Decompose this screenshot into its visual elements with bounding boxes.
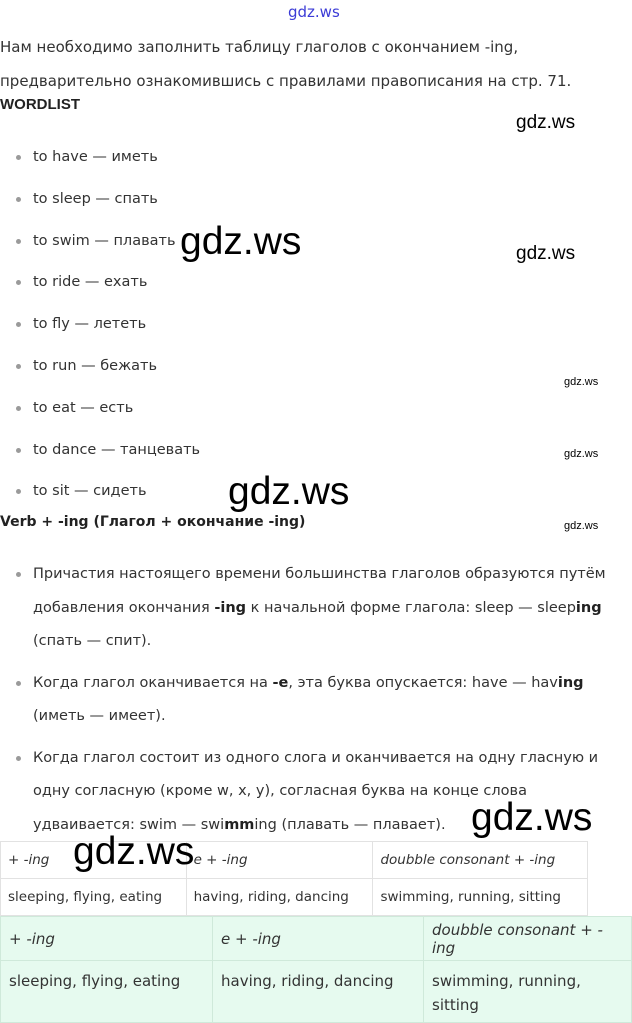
word-item: to swim — плавать xyxy=(0,224,200,266)
rule-item: Когда глагол состоит из одного слога и оканчивается на одну гласную и одну согласную (кроме w, x, y), согласная буква на конце слова удваивается: swim — swimming (плавать — плавает). xyxy=(0,742,632,843)
table-header: + -ing xyxy=(1,842,187,879)
watermark: gdz.ws xyxy=(73,830,195,873)
watermark: gdz.ws xyxy=(228,470,350,513)
ing-table-highlighted xyxy=(0,916,632,1023)
table-cell: swimming, running, sitting xyxy=(424,961,632,1023)
table-header: e + -ing xyxy=(213,917,424,961)
watermark: gdz.ws xyxy=(564,448,599,460)
table-cell: sleeping, flying, eating xyxy=(1,961,213,1023)
word-item: to have — иметь xyxy=(0,140,200,182)
watermark: gdz.ws xyxy=(516,243,576,264)
watermark: gdz.ws xyxy=(516,112,576,133)
table-cell: swimming, running, sitting xyxy=(373,879,588,916)
word-item: to sleep — спать xyxy=(0,182,200,224)
table-header: doubble consonant + -ing xyxy=(424,917,632,961)
watermark: gdz.ws xyxy=(564,520,599,532)
watermark: gdz.ws xyxy=(180,220,302,263)
word-item: to sit — сидеть xyxy=(0,474,200,516)
table-cell: having, riding, dancing xyxy=(213,961,424,1023)
intro-text xyxy=(0,30,630,98)
intro-line-1: Нам необходимо заполнить таблицу глаголов с окончанием -ing, xyxy=(0,38,519,56)
rule-item: Когда глагол оканчивается на -e, эта буква опускается: have — having (иметь — имеет). xyxy=(0,667,632,734)
wordlist-heading: WORDLIST xyxy=(0,96,80,113)
intro-line-2: предварительно ознакомившись с правилами правописания на стр. 71. xyxy=(0,72,572,90)
wordlist xyxy=(0,140,200,516)
table-header: + -ing xyxy=(1,917,213,961)
watermark-top: gdz.ws xyxy=(288,3,340,21)
rule-item: Причастия настоящего времени большинства глаголов образуются путём добавления окончания -ing к начальной форме глагола: sleep — sleeping (спать — спит). xyxy=(0,558,632,659)
table-cell: having, riding, dancing xyxy=(186,879,373,916)
word-item: to run — бежать xyxy=(0,349,200,391)
table-header: e + -ing xyxy=(186,842,373,879)
word-item: to fly — лететь xyxy=(0,307,200,349)
word-item: to ride — ехать xyxy=(0,265,200,307)
word-item: to eat — есть xyxy=(0,391,200,433)
table-cell: sleeping, flying, eating xyxy=(1,879,187,916)
verb-ing-heading: Verb + -ing (Глагол + окончание -ing) xyxy=(0,514,306,530)
word-item: to dance — танцевать xyxy=(0,433,200,475)
watermark: gdz.ws xyxy=(471,796,593,839)
table-header: doubble consonant + -ing xyxy=(373,842,588,879)
watermark: gdz.ws xyxy=(564,376,599,388)
